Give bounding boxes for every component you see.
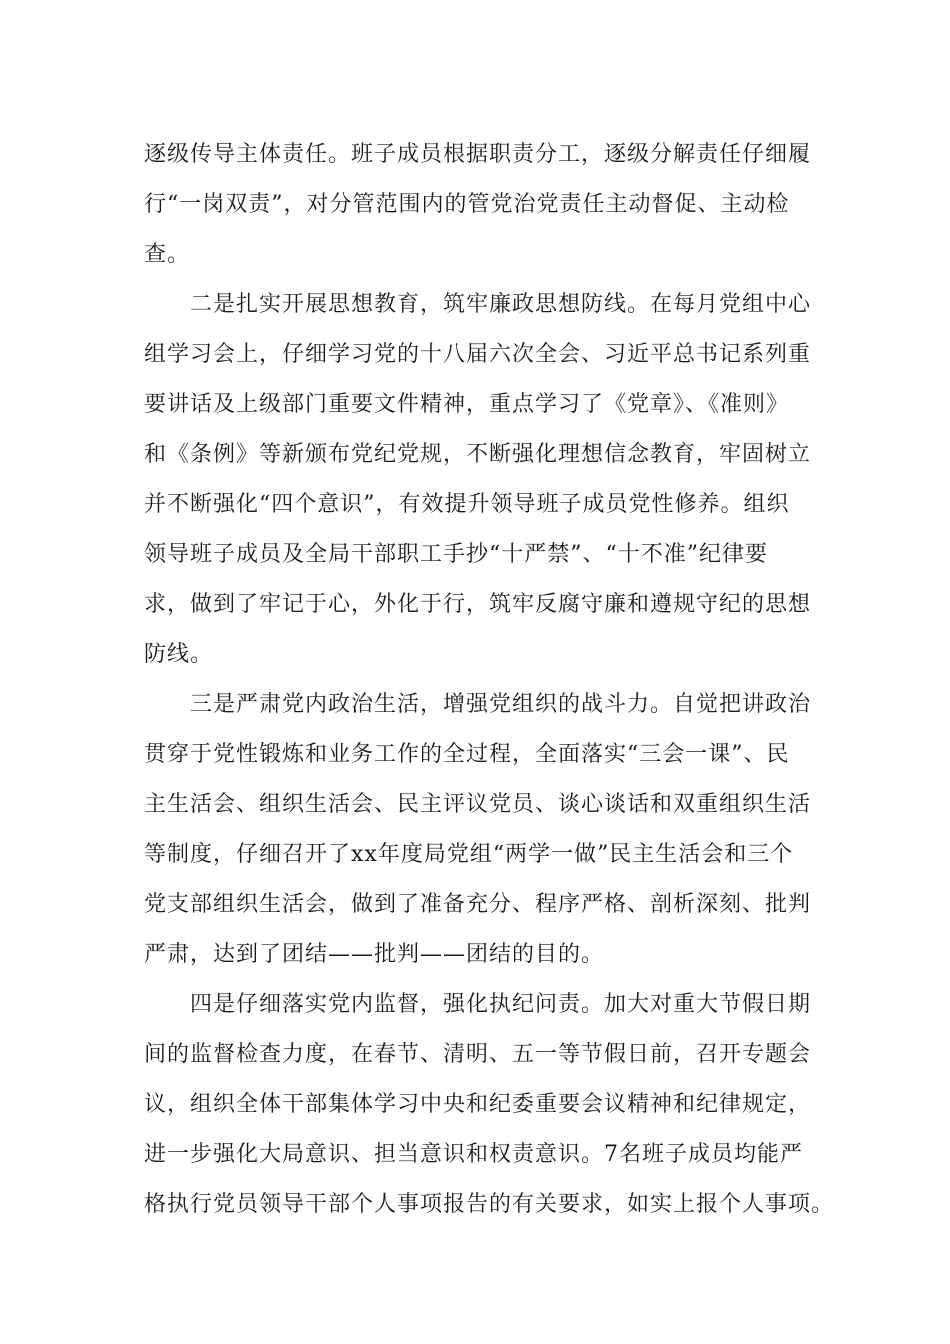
text-line: 主生活会、组织生活会、民主评议党员、谈心谈话和双重组织生活 xyxy=(144,792,812,817)
text-line: 四是仔细落实党内监督，强化执纪问责。加大对重大节假日期 xyxy=(190,992,812,1017)
text-line: 进一步强化大局意识、担当意识和权责意识。7名班子成员均能严 xyxy=(144,1142,803,1167)
text-line: 间的监督检查力度，在春节、清明、五一等节假日前，召开专题会 xyxy=(144,1042,812,1067)
text-line: 等制度，仔细召开了xx年度局党组“两学一做”民主生活会和三个 xyxy=(144,842,794,867)
text-line: 行“一岗双责”，对分管范围内的管党治党责任主动督促、主动检 xyxy=(144,192,790,217)
text-line: 查。 xyxy=(144,242,191,267)
text-line: 三是严肃党内政治生活，增强党组织的战斗力。自觉把讲政治 xyxy=(190,692,812,717)
paragraph-4 xyxy=(144,980,844,1230)
text-line: 严肃，达到了团结——批判——团结的目的。 xyxy=(144,942,605,967)
text-line: 领导班子成员及全局干部职工手抄“十严禁”、“十不准”纪律要 xyxy=(144,542,768,567)
paragraph-1 xyxy=(144,130,844,280)
text-line: 格执行党员领导干部个人事项报告的有关要求，如实上报个人事项。 xyxy=(144,1192,835,1217)
text-line: 议，组织全体干部集体学习中央和纪委重要会议精神和纪律规定， xyxy=(144,1092,812,1117)
text-line: 并不断强化“四个意识”，有效提升领导班子成员党性修养。组织 xyxy=(144,492,790,517)
text-line: 党支部组织生活会，做到了准备充分、程序严格、剖析深刻、批判 xyxy=(144,892,812,917)
text-line: 和《条例》等新颁布党纪党规，不断强化理想信念教育，牢固树立 xyxy=(144,442,812,467)
text-line: 二是扎实开展思想教育，筑牢廉政思想防线。在每月党组中心 xyxy=(190,292,812,317)
paragraph-3 xyxy=(144,680,844,980)
text-line: 要讲话及上级部门重要文件精神，重点学习了《党章》、《准则》 xyxy=(144,392,790,417)
paragraph-2 xyxy=(144,280,844,680)
text-line: 防线。 xyxy=(144,642,214,667)
text-line: 逐级传导主体责任。班子成员根据职责分工，逐级分解责任仔细履 xyxy=(144,142,812,167)
text-line: 组学习会上，仔细学习党的十八届六次全会、习近平总书记系列重 xyxy=(144,342,812,367)
document-body xyxy=(144,130,844,1230)
text-line: 求，做到了牢记于心，外化于行，筑牢反腐守廉和遵规守纪的思想 xyxy=(144,592,812,617)
text-line: 贯穿于党性锻炼和业务工作的全过程，全面落实“三会一课”、民 xyxy=(144,742,790,767)
